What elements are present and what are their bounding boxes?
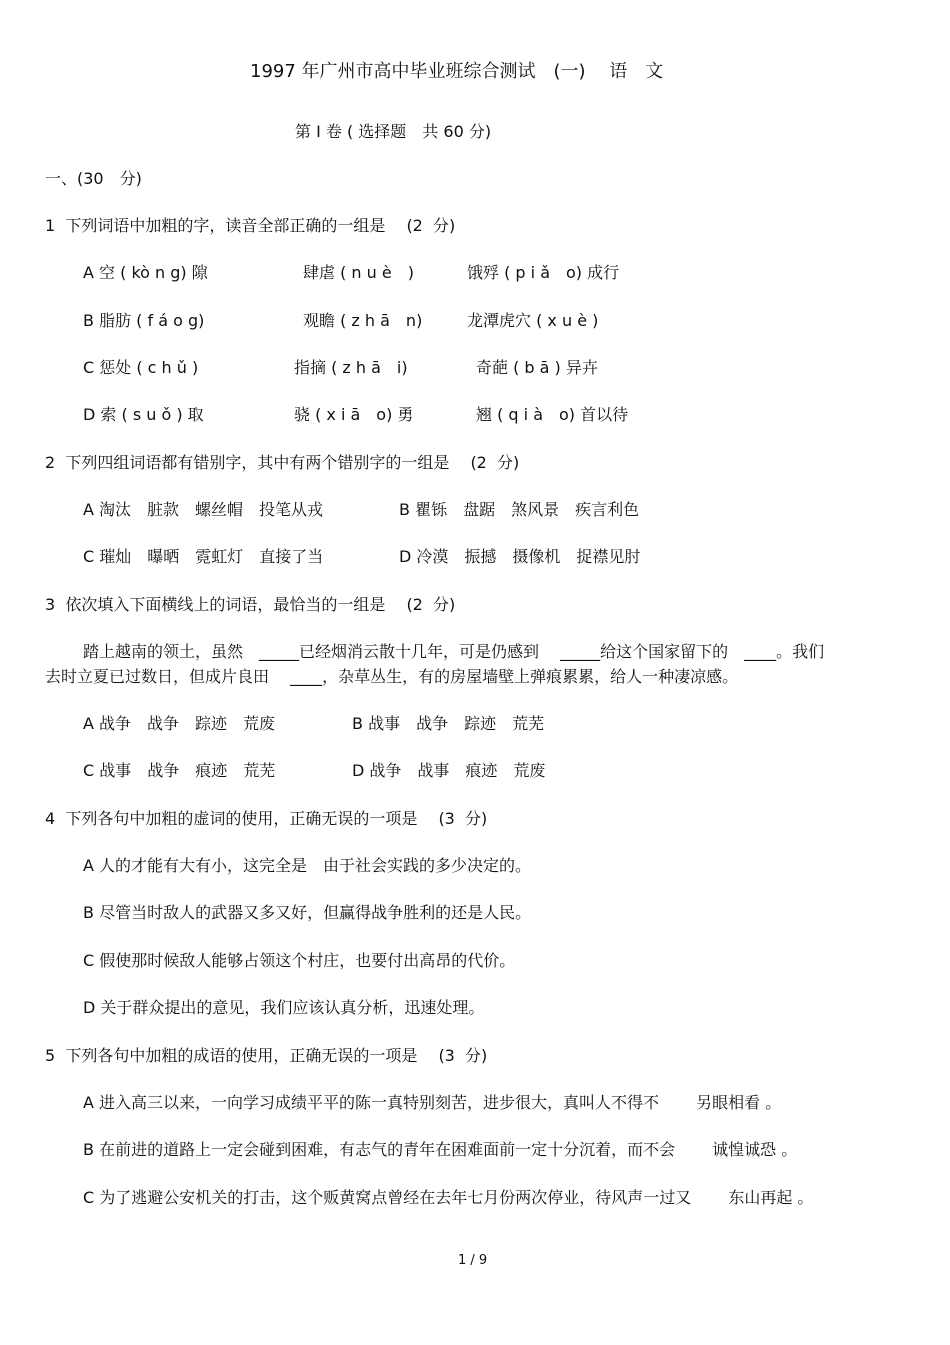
q1-option-d-2: 骁 ( x i ā o) 勇 (294, 405, 414, 424)
q5-option-c: C 为了逃避公安机关的打击，这个贩黄窝点曾经在去年七月份两次停业，待风声一过又 东山再起 。 (83, 1188, 814, 1207)
q1-option-a-1: A 空 ( kò n g) 隙 (83, 263, 208, 282)
q5-option-b: B 在前进的道路上一定会碰到困难，有志气的青年在困难面前一定十分沉着，而不会 诚惶诚恐 。 (83, 1140, 798, 1159)
q3-option-a: A 战争 战争 踪迹 荒废 (83, 714, 276, 733)
question-3-stem: 3 依次填入下面横线上的词语，最恰当的一组是 (2 分) (45, 595, 456, 614)
q2-option-c: C 璀灿 曝晒 霓虹灯 直接了当 (83, 547, 324, 566)
document-title: 1997 年广州市高中毕业班综合测试 (一) 语 文 (250, 61, 664, 82)
q3-option-d: D 战争 战事 痕迹 荒废 (352, 761, 546, 780)
q1-option-b-3: 龙潭虎穴 ( x u è ) (467, 311, 599, 330)
q4-option-a: A 人的才能有大有小，这完全是 由于社会实践的多少决定的。 (83, 856, 532, 875)
q1-option-d-3: 翘 ( q i à o) 首以待 (476, 405, 629, 424)
q1-option-b-1: B 脂肪 ( f á o g) (83, 311, 205, 330)
q1-option-d-1: D 索 ( s u ǒ ) 取 (83, 405, 204, 424)
part-heading: 一、(30 分) (45, 169, 142, 188)
q4-option-c: C 假使那时候敌人能够占领这个村庄，也要付出高昂的代价。 (83, 951, 516, 970)
page-number: 1 / 9 (458, 1253, 488, 1268)
q1-option-c-3: 奇葩 ( b ā ) 异卉 (476, 358, 598, 377)
question-4-stem: 4 下列各句中加粗的虚词的使用，正确无误的一项是 (3 分) (45, 809, 488, 828)
q2-option-a: A 淘汰 脏款 螺丝帽 投笔从戎 (83, 500, 324, 519)
q1-option-b-2: 观瞻 ( z h ā n) (303, 311, 423, 330)
question-5-stem: 5 下列各句中加粗的成语的使用，正确无误的一项是 (3 分) (45, 1046, 488, 1065)
q5-option-a: A 进入高三以来，一向学习成绩平平的陈一真特别刻苦，进步很大，真叫人不得不 另眼相看 。 (83, 1093, 782, 1112)
question-2-stem: 2 下列四组词语都有错别字，其中有两个错别字的一组是 (2 分) (45, 453, 520, 472)
q3-passage-line-1: 踏上越南的领土，虽然 _____已经烟消云散十几年，可是仍感到 _____给这个国家留下的 ____。我们 (83, 642, 825, 661)
q3-passage-line-2: 去时立夏已过数日，但成片良田 ____，杂草丛生，有的房屋墙壁上弹痕累累，给人一种凄凉感。 (45, 667, 739, 686)
q3-option-c: C 战事 战争 痕迹 荒芜 (83, 761, 276, 780)
q1-option-c-2: 指摘 ( z h ā i) (294, 358, 408, 377)
q2-option-d: D 冷漠 振撼 摄像机 捉襟见肘 (399, 547, 641, 566)
question-1-stem: 1 下列词语中加粗的字，读音全部正确的一组是 (2 分) (45, 216, 456, 235)
q2-option-b: B 瞿铄 盘踞 煞风景 疾言利色 (399, 500, 640, 519)
q4-option-d: D 关于群众提出的意见，我们应该认真分析，迅速处理。 (83, 998, 485, 1017)
q3-option-b: B 战事 战争 踪迹 荒芜 (352, 714, 545, 733)
q4-option-b: B 尽管当时敌人的武器又多又好，但赢得战争胜利的还是人民。 (83, 903, 532, 922)
q1-option-a-3: 饿殍 ( p i ǎ o) 成行 (467, 263, 620, 282)
section-heading: 第 I 卷 ( 选择题 共 60 分) (295, 122, 492, 141)
q1-option-c-1: C 惩处 ( c h ǔ ) (83, 358, 199, 377)
q1-option-a-2: 肆虐 ( n u è ) (303, 263, 414, 282)
